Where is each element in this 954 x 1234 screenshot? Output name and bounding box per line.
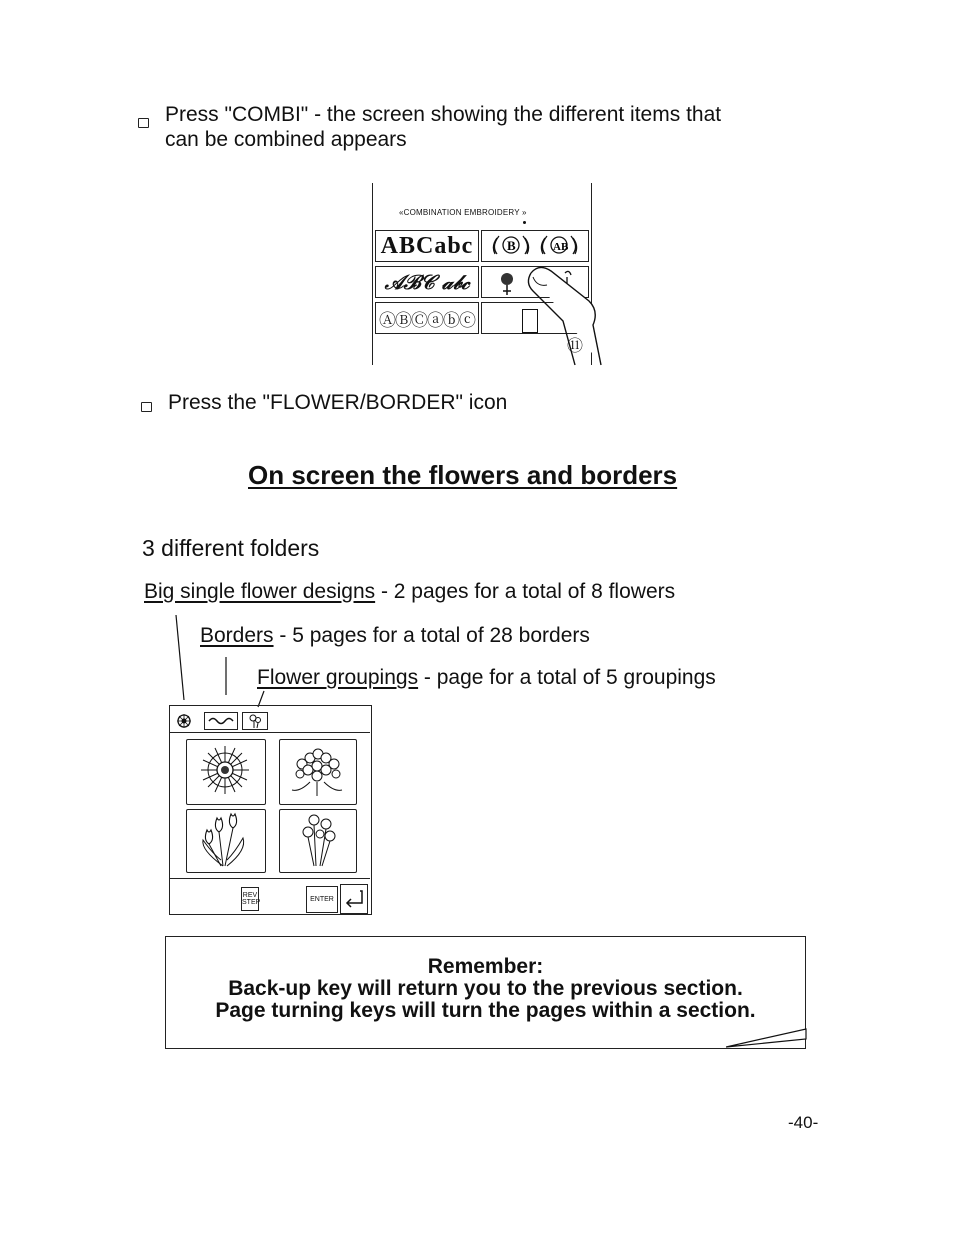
flower-screen bbox=[169, 705, 372, 915]
bouquet-icon bbox=[280, 810, 354, 870]
rev-label: REV bbox=[242, 892, 258, 899]
monogram-button[interactable] bbox=[481, 230, 589, 262]
cell-label: ⒶⒷⒸⓐⓑⓒ bbox=[379, 310, 475, 331]
outline-font-button[interactable] bbox=[375, 302, 479, 334]
sunflower-icon bbox=[187, 740, 263, 802]
intro-bullet-2: Press the "FLOWER/BORDER" icon bbox=[168, 391, 508, 414]
bullet-marker bbox=[138, 118, 149, 128]
folder-connector-lines bbox=[170, 605, 270, 715]
page-number: -40- bbox=[788, 1113, 819, 1132]
return-arrow-icon bbox=[342, 885, 366, 911]
flower-tile-hydrangea[interactable] bbox=[279, 739, 357, 805]
tulips-icon bbox=[187, 810, 263, 870]
cell-label: 𝒜ℬ𝒞 𝒶𝒷𝒸 bbox=[384, 270, 470, 294]
svg-text:AB: AB bbox=[553, 241, 569, 253]
folder-item-3 bbox=[257, 666, 716, 690]
remember-line-1: Back-up key will return you to the previous section. bbox=[228, 977, 743, 1000]
callout-number: ⑪ bbox=[567, 336, 584, 355]
intro-line-2: can be combined appears bbox=[165, 128, 407, 151]
combination-screen bbox=[372, 183, 592, 365]
grouping-folder-tab[interactable] bbox=[242, 712, 268, 730]
cell-label: ABCabc bbox=[380, 232, 474, 259]
folder-tab-bar bbox=[170, 710, 370, 733]
bottom-key-bar bbox=[170, 878, 370, 881]
back-up-key[interactable] bbox=[340, 884, 368, 914]
folder-item-desc: - 5 pages for a total of 28 borders bbox=[273, 624, 590, 647]
intro-line-1: Press "COMBI" - the screen showing the different items that bbox=[165, 103, 722, 126]
bullet-marker bbox=[141, 402, 152, 412]
border-icon bbox=[205, 713, 237, 729]
remember-box bbox=[165, 936, 806, 1049]
folder-item-label: Borders bbox=[200, 624, 274, 647]
enter-label: ENTER bbox=[310, 896, 334, 903]
folder-item-label: Flower groupings bbox=[257, 666, 419, 689]
grouping-icon bbox=[243, 713, 267, 729]
monogram-icon bbox=[487, 232, 583, 260]
section-heading: On screen the flowers and borders bbox=[248, 460, 678, 490]
rev-step-key[interactable] bbox=[241, 887, 259, 911]
svg-text:B: B bbox=[507, 238, 516, 253]
flower-folder-icon[interactable] bbox=[176, 713, 192, 729]
folder-item-label: Big single flower designs bbox=[144, 580, 376, 603]
finger-pointer-icon bbox=[523, 263, 603, 367]
flower-tile-tulips[interactable] bbox=[186, 809, 266, 873]
remember-line-2: Page turning keys will turn the pages within a section. bbox=[215, 999, 756, 1022]
folder-item-desc: - 2 pages for a total of 8 flowers bbox=[375, 580, 676, 603]
flower-tile-bouquet[interactable] bbox=[279, 809, 357, 873]
enter-key[interactable] bbox=[306, 886, 338, 913]
flower-tile-sunflower[interactable] bbox=[186, 739, 266, 805]
step-label: STEP bbox=[242, 899, 261, 906]
script-font-button[interactable] bbox=[375, 266, 479, 298]
border-folder-tab[interactable] bbox=[204, 712, 238, 730]
hydrangea-icon bbox=[280, 740, 354, 802]
page-curl-icon bbox=[726, 1025, 808, 1049]
folders-title: 3 different folders bbox=[142, 535, 320, 561]
combination-screen-title: «COMBINATION EMBROIDERY » bbox=[399, 208, 527, 217]
folder-item-desc: - page for a total of 5 groupings bbox=[418, 666, 716, 689]
remember-title: Remember: bbox=[427, 955, 544, 978]
font-block-button[interactable] bbox=[375, 230, 479, 262]
title-dot bbox=[523, 221, 526, 224]
folder-item-1 bbox=[144, 580, 675, 604]
